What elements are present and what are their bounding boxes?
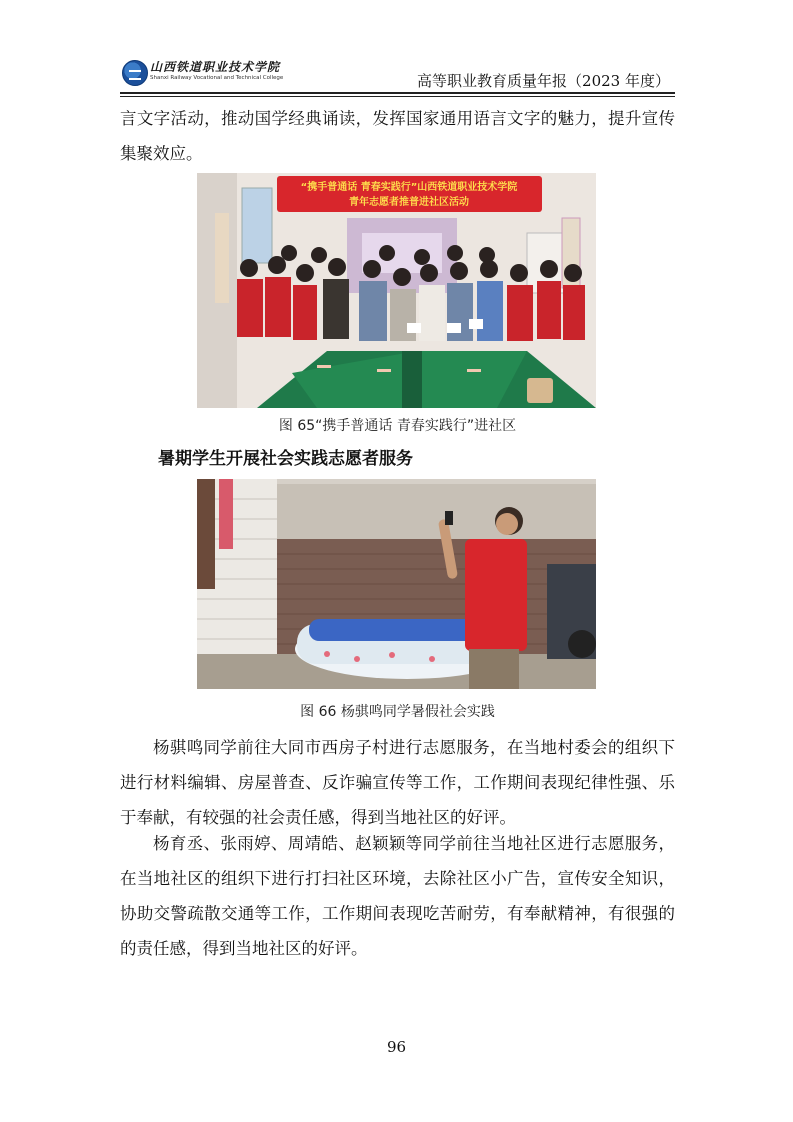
volunteer-photo-illustration <box>197 479 596 689</box>
college-logo-english: Shanxi Railway Vocational and Technical College <box>150 75 284 81</box>
banner-text-line-2: 青年志愿者推普进社区活动 <box>349 197 469 208</box>
body-paragraph-1: 言文字活动，推动国学经典诵读，发挥国家通用语言文字的魅力，提升宣传集聚效应。 <box>120 109 675 163</box>
figure-66-caption: 图 66 杨骐鸣同学暑假社会实践 <box>300 704 495 720</box>
page-number: 96 <box>386 1038 407 1056</box>
section-heading: 暑期学生开展社会实践志愿者服务 <box>158 449 413 469</box>
body-paragraph-2: 杨骐鸣同学前往大同市西房子村进行志愿服务，在当地村委会的组织下进行材料编辑、房屋普查、反诈骗宣传等工作，工作期间表现纪律性强、乐于奉献，有较强的社会责任感，得到当地社区的好评。 <box>120 738 675 827</box>
header-rule <box>120 92 675 94</box>
college-logo-name: 山西铁道职业技术学院 <box>150 60 281 74</box>
banner-text-line-1: “携手普通话 青春实践行”山西铁道职业技术学院 <box>300 182 518 193</box>
figure-66-photo <box>197 479 596 689</box>
group-photo-illustration <box>197 173 596 408</box>
report-title: 高等职业教育质量年报（2023 年度） <box>417 72 670 90</box>
page-header <box>118 56 678 92</box>
body-paragraph-3: 杨育丞、张雨婷、周靖皓、赵颖颖等同学前往当地社区进行志愿服务，在当地社区的组织下进行打扫社区环境，去除社区小广告，宣传安全知识，协助交警疏散交通等工作，工作期间表现吃苦耐劳，有奉献精神，有很强的的责任感，得到当地社区的好评。 <box>120 834 675 958</box>
header-rule-thin <box>120 96 675 97</box>
college-logo-icon <box>122 60 148 86</box>
figure-65-caption: 图 65“携手普通话 青春实践行”进社区 <box>278 418 517 434</box>
figure-65-photo <box>197 173 596 408</box>
